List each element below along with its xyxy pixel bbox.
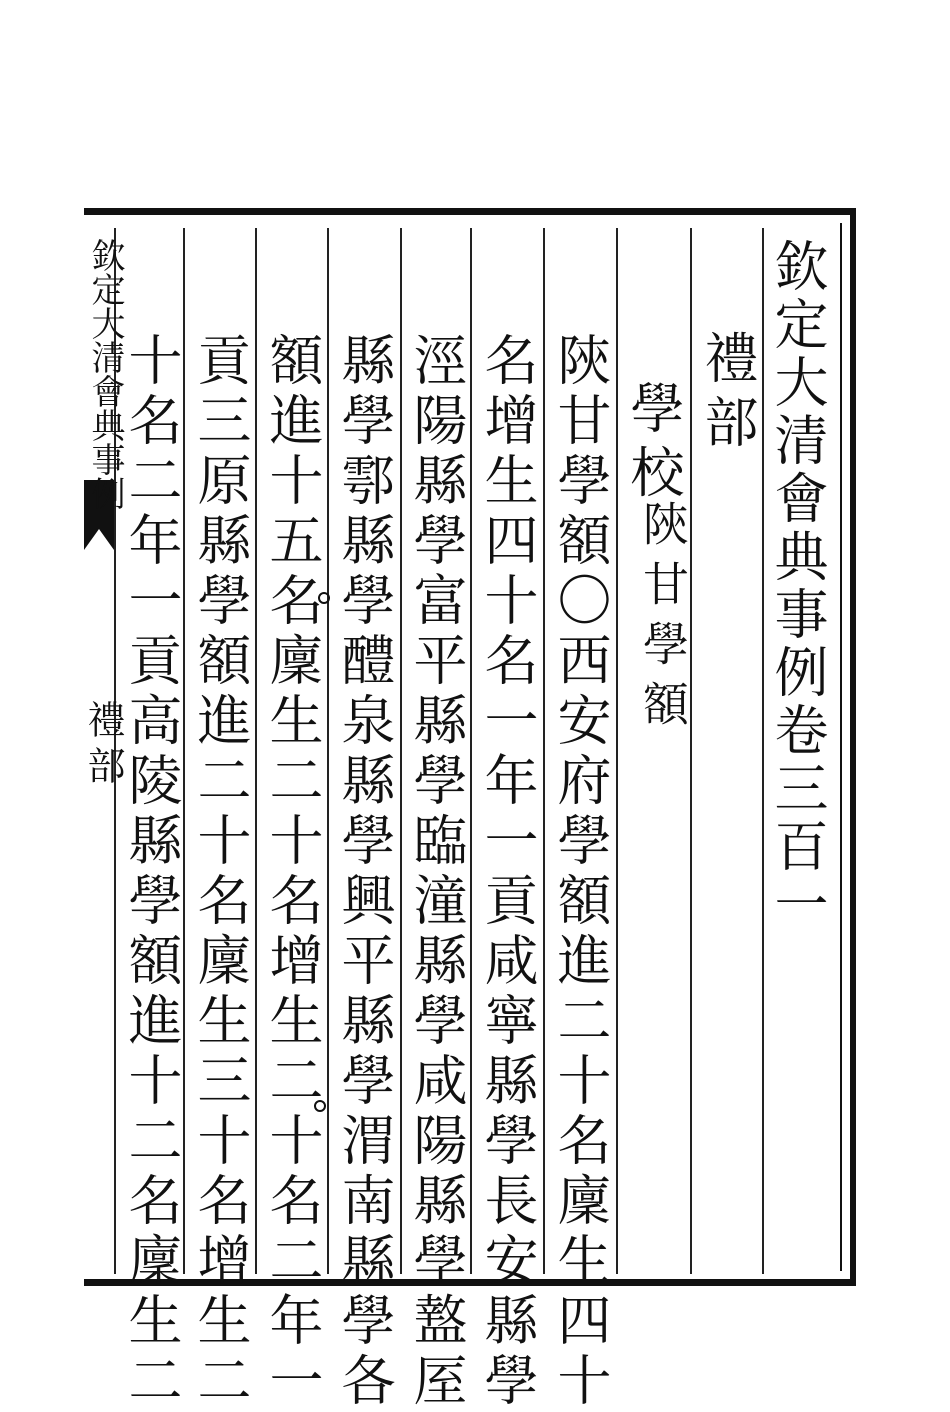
text-column-7: 十名二年一貢高陵縣學額進十二名廩生二 xyxy=(120,332,183,1412)
text-column-5: 額進十五名廩生二十名增生二十名二年一 xyxy=(261,332,324,1412)
column-rule xyxy=(400,228,402,1274)
column-rule xyxy=(470,228,472,1274)
text-column-1: 陝甘學額〇西安府學額進二十名廩生四十 xyxy=(549,332,612,1412)
column-rule xyxy=(543,228,545,1274)
column-rule xyxy=(255,228,257,1274)
column-rule xyxy=(616,228,618,1274)
margin-section: 禮部 xyxy=(81,700,125,792)
volume-title: 欽定大清會典事例卷三百一 xyxy=(766,238,829,934)
column-rule xyxy=(690,228,692,1274)
punctuation-mark xyxy=(314,1100,326,1112)
column-rule xyxy=(327,228,329,1274)
school-heading: 學校 xyxy=(622,380,685,508)
margin-book-title: 欽定大清會典事例 xyxy=(85,238,125,510)
column-rule xyxy=(183,228,185,1274)
column-rule xyxy=(762,228,764,1274)
text-column-3: 涇陽縣學富平縣學臨潼縣學咸陽縣學盩厔 xyxy=(405,332,468,1412)
text-column-4: 縣學鄠縣學醴泉縣學興平縣學渭南縣學各 xyxy=(333,332,396,1412)
punctuation-mark xyxy=(318,592,330,604)
subsection-heading: 陝甘學額 xyxy=(636,500,690,740)
frame-inner-rule xyxy=(840,223,842,1271)
text-column-6: 貢三原縣學額進二十名廩生三十名增生二 xyxy=(189,332,252,1412)
ministry-heading: 禮部 xyxy=(696,330,759,458)
text-column-2: 名增生四十名一年一貢咸寧縣學長安縣學 xyxy=(476,332,539,1412)
